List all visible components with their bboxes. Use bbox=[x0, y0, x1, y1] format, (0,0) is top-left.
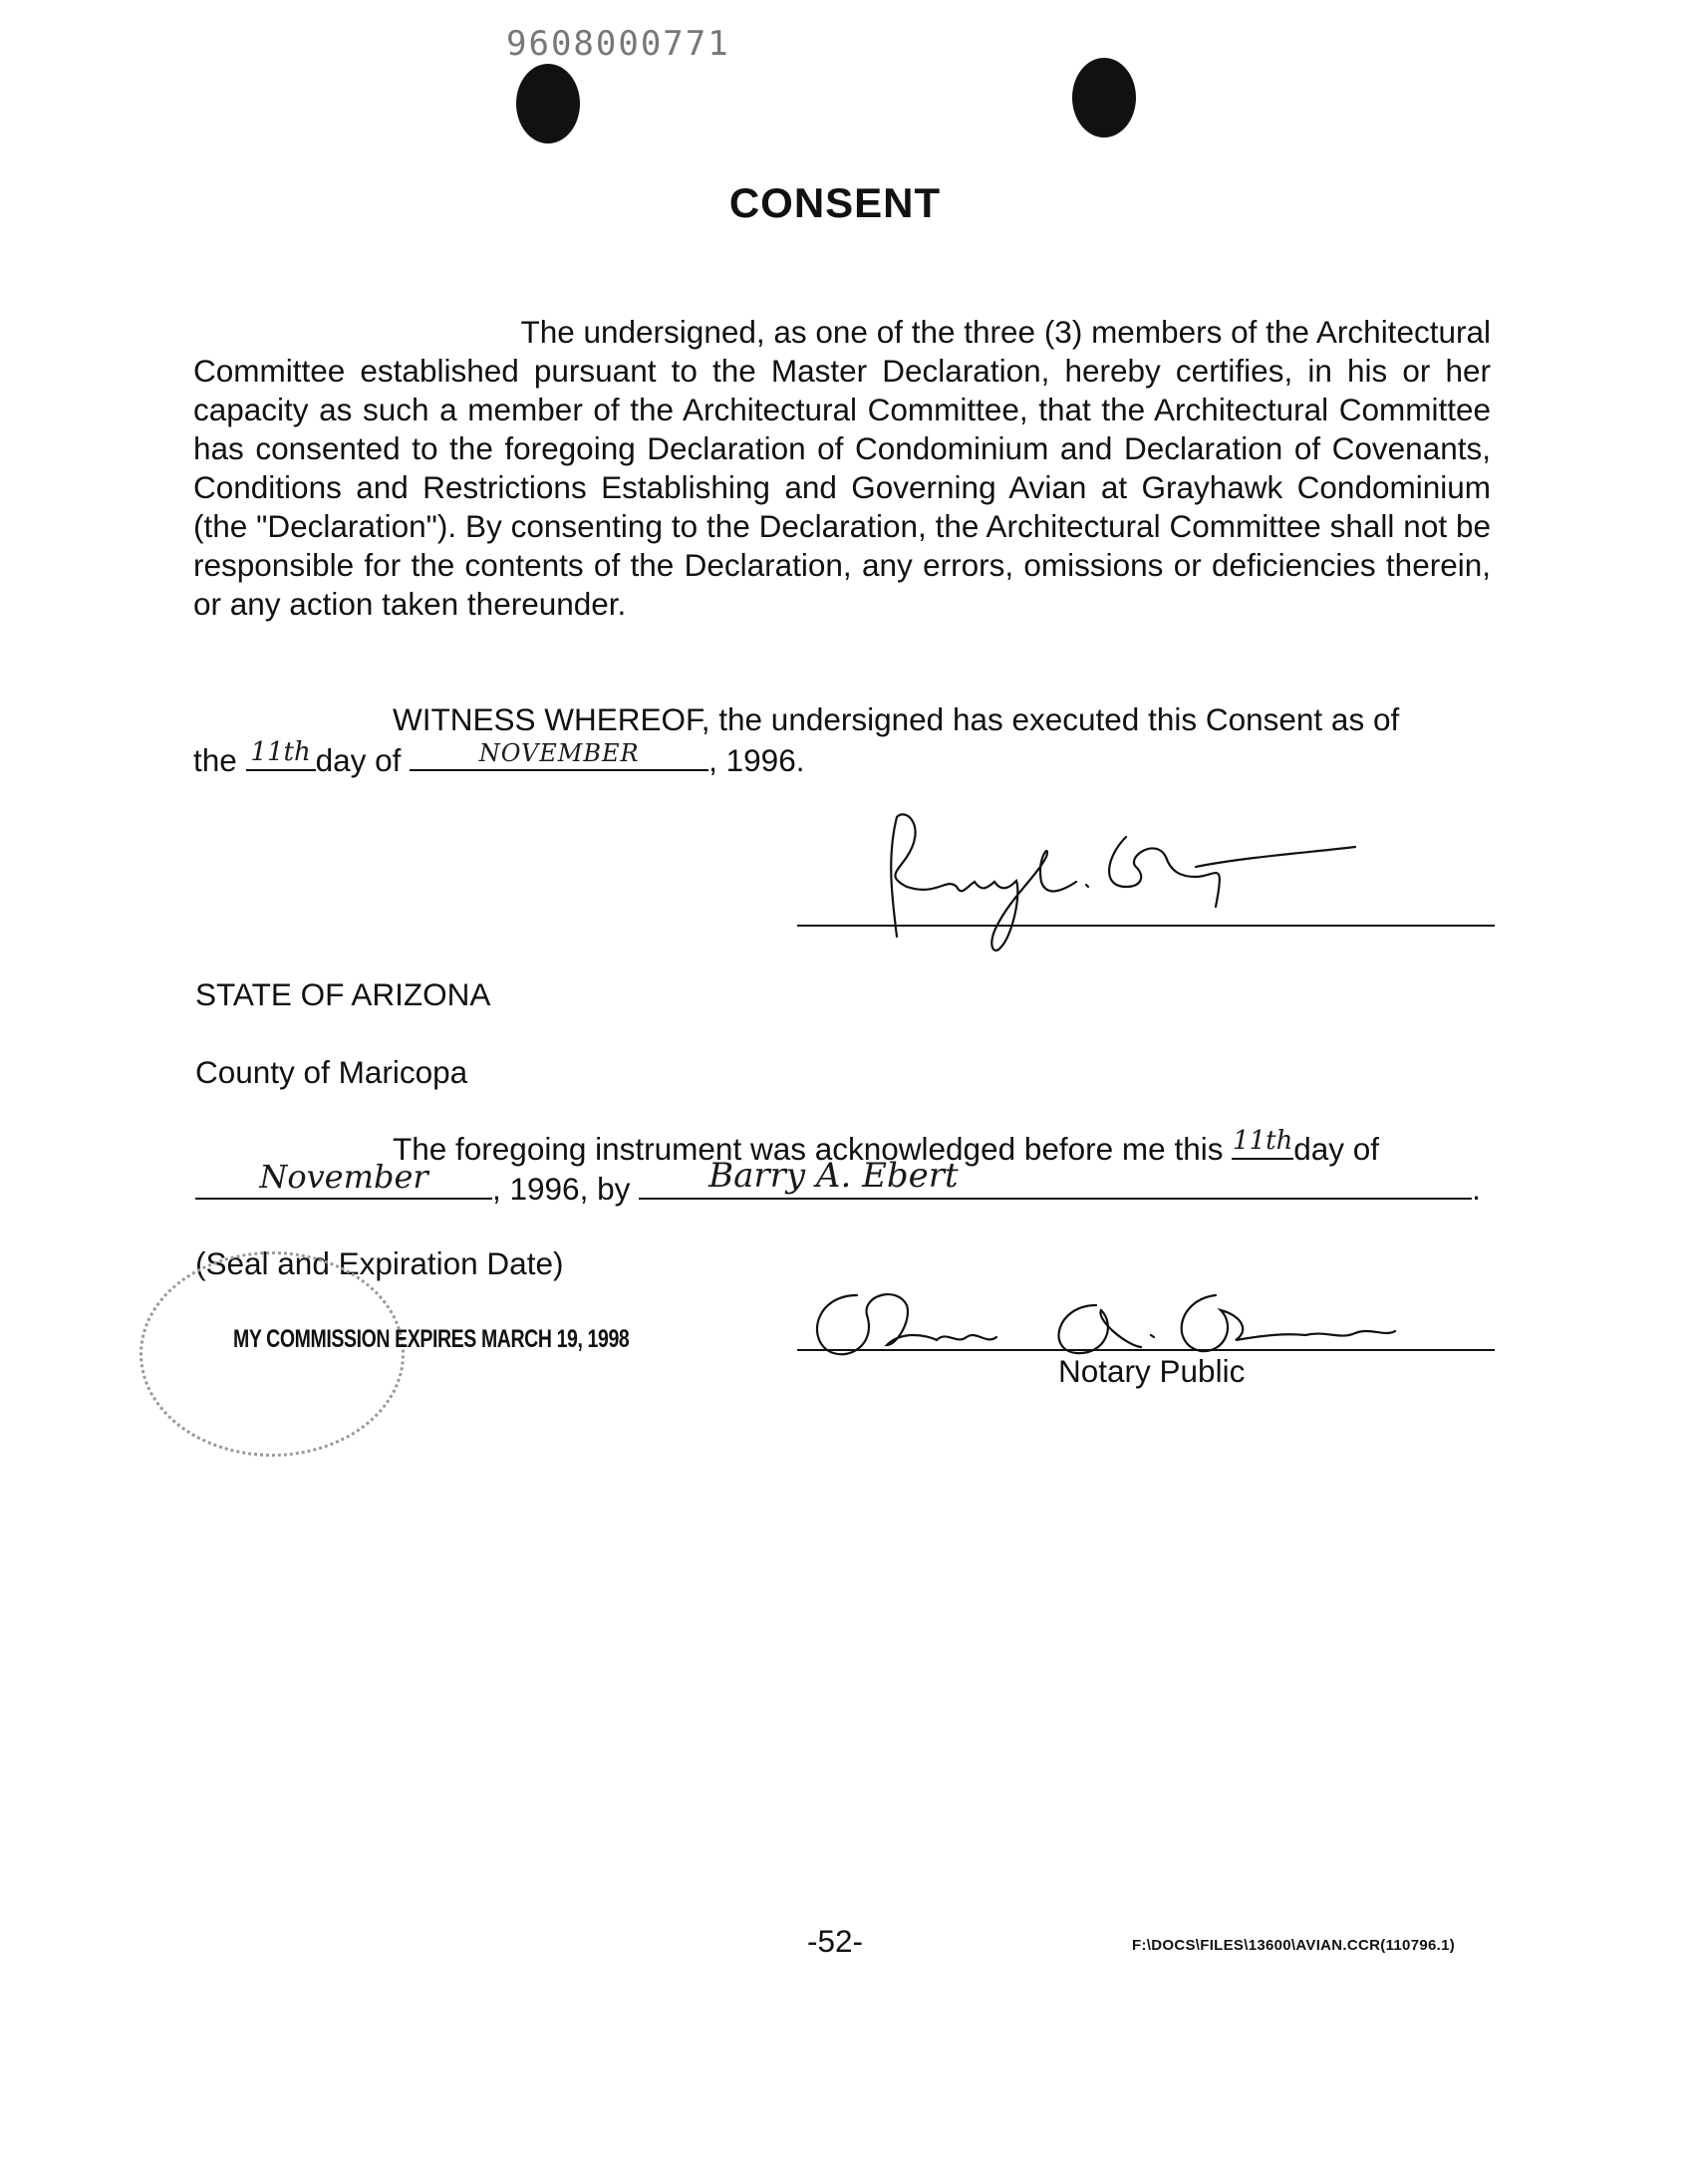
consent-paragraph bbox=[193, 313, 1491, 624]
document-title: CONSENT bbox=[728, 179, 942, 226]
acknowledgment-line-2 bbox=[195, 1156, 1481, 1208]
acknowledgment-year-by: , 1996, by bbox=[492, 1171, 631, 1207]
punch-hole-left bbox=[516, 64, 580, 143]
page-number: -52- bbox=[807, 1923, 864, 1959]
acknowledgment-period: . bbox=[1472, 1171, 1481, 1207]
acknowledgment-month-value: November bbox=[259, 1158, 428, 1196]
notary-signature bbox=[797, 1275, 1495, 1365]
witness-the: the bbox=[193, 742, 237, 778]
notary-caption: Notary Public bbox=[1058, 1353, 1246, 1389]
notary-signature-line bbox=[797, 1349, 1495, 1351]
witness-month-field bbox=[410, 741, 708, 771]
seal-label: (Seal and Expiration Date) bbox=[195, 1245, 564, 1281]
acknowledgment-name-value: Barry A. Ebert bbox=[708, 1156, 959, 1196]
acknowledgment-name-field bbox=[639, 1156, 1472, 1200]
paragraph-body: Committee established pursuant to the Master Declaration, hereby certifies, in his or her capacity as such a member of the Architectural Committee, that the Architectural Committee has consented to the foregoing Declaration of Condominium and Declaration of Covenants, Conditions and Restrictions Establishing and Governing Avian at Grayhawk Condominium (the "Declaration"). By consenting to the Declaration, the Architectural Committee shall not be responsible for the contents of the Declaration, any errors, omissions or deficiencies therein, or any action taken thereunder. bbox=[193, 353, 1491, 622]
witness-day-of: day of bbox=[315, 742, 402, 778]
witness-line-2 bbox=[193, 737, 805, 779]
state-label: STATE OF ARIZONA bbox=[195, 976, 491, 1012]
file-path: F:\DOCS\FILES\13600\AVIAN.CCR(110796.1) bbox=[1132, 1937, 1456, 1954]
signer-signature-block bbox=[797, 797, 1495, 956]
witness-month-value: NOVEMBER bbox=[478, 739, 640, 767]
signer-signature bbox=[797, 797, 1495, 956]
signer-signature-line bbox=[797, 925, 1495, 927]
acknowledgment-day-of: day of bbox=[1293, 1131, 1380, 1167]
acknowledgment-day-value: 11th bbox=[1233, 1126, 1293, 1156]
witness-text: WITNESS WHEREOF, the undersigned has executed this Consent as of bbox=[393, 701, 1400, 737]
notary-seal-impression bbox=[140, 1251, 405, 1457]
witness-day-field bbox=[246, 737, 316, 771]
document-number: 9608000771 bbox=[506, 24, 730, 64]
acknowledgment-month-field bbox=[195, 1158, 492, 1200]
notary-signature-block bbox=[797, 1275, 1495, 1395]
witness-day-value: 11th bbox=[250, 737, 311, 767]
paragraph-first-line: The undersigned, as one of the three (3) members of the Architectural bbox=[520, 314, 1491, 350]
county-label: County of Maricopa bbox=[195, 1054, 468, 1090]
acknowledgment-text: The foregoing instrument was acknowledged before me this bbox=[393, 1131, 1224, 1167]
witness-line-1 bbox=[393, 701, 1399, 738]
commission-expiration-stamp: MY COMMISSION EXPIRES MARCH 19, 1998 bbox=[233, 1325, 630, 1353]
punch-hole-right bbox=[1072, 58, 1136, 137]
witness-year: , 1996. bbox=[708, 742, 805, 778]
